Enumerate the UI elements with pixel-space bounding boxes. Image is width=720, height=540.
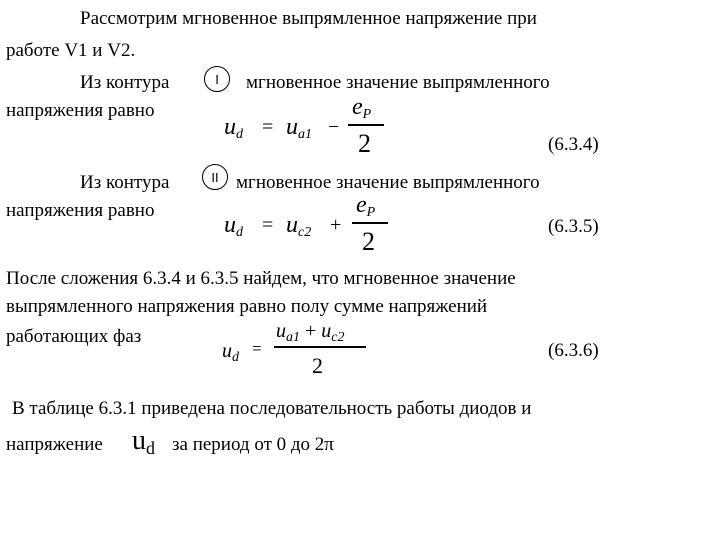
- text-line: мгновенное значение выпрямленного: [246, 72, 550, 93]
- equals-sign: =: [262, 214, 274, 236]
- equation-number: (6.3.5): [548, 216, 599, 237]
- text-line: мгновенное значение выпрямленного: [236, 172, 540, 193]
- fraction-numerator: $u_{a1} + u_{c2}$: [276, 320, 345, 345]
- fraction-denominator: 2: [362, 227, 375, 256]
- text-line: После сложения 6.3.4 и 6.3.5 найдем, что мгновенное значение: [6, 268, 516, 289]
- text-line: напряжение: [6, 434, 103, 455]
- equals-sign: =: [262, 116, 274, 138]
- text-line: Рассмотрим мгновенное выпрямленное напряжение при: [80, 8, 537, 29]
- text-line: работающих фаз: [6, 326, 142, 347]
- text-line: выпрямленного напряжения равно полу сумме напряжений: [6, 296, 488, 317]
- fraction-numerator: $e_P$: [356, 192, 376, 220]
- minus-sign: −: [328, 116, 340, 138]
- loop-two-icon: II: [202, 164, 228, 190]
- text-line: напряжения равно: [6, 100, 155, 121]
- fraction-denominator: 2: [312, 353, 323, 378]
- fraction-numerator: $e_P$: [352, 94, 372, 122]
- text-line: напряжения равно: [6, 200, 155, 221]
- formula-lhs: $u_d$: [222, 340, 239, 365]
- formula-term: $u_{c2}$: [286, 212, 312, 240]
- fraction-bar: [348, 124, 384, 126]
- equation-number: (6.3.6): [548, 340, 599, 361]
- fraction-bar: [352, 222, 388, 224]
- text-line: Из контура: [80, 172, 170, 193]
- fraction-denominator: 2: [358, 129, 371, 158]
- loop-one-icon: I: [204, 66, 230, 92]
- formula-lhs: $u_d$: [224, 212, 243, 240]
- text-line: Из контура: [80, 72, 170, 93]
- formula-lhs: $u_d$: [224, 114, 243, 142]
- equals-sign: =: [252, 339, 262, 358]
- text-line: за период от 0 до 2π: [172, 434, 334, 455]
- ud-symbol: $u_d$: [132, 425, 155, 458]
- formula-term: $u_{a1}$: [286, 114, 312, 142]
- fraction-bar: [274, 346, 366, 348]
- plus-sign: +: [330, 214, 342, 236]
- equation-number: (6.3.4): [548, 134, 599, 155]
- text-line: работе V1 и V2.: [6, 40, 136, 61]
- text-line: В таблице 6.3.1 приведена последовательность работы диодов и: [12, 398, 532, 419]
